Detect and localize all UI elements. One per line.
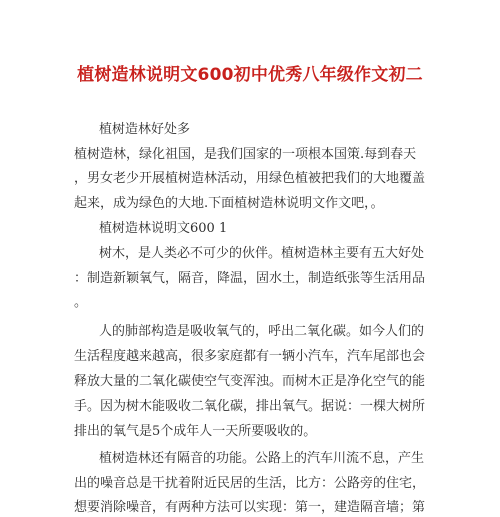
text-line: 手。因为树木能吸收二氧化碳，排出氧气。据说：一棵大树所 <box>74 399 426 414</box>
text-line: 。 <box>74 295 88 310</box>
text-line: 生活程度越来越高，很多家庭都有一辆小汽车，汽车尾部也会 <box>74 349 426 364</box>
text-line: 人的肺部构造是吸收氧气的，呼出二氧化碳。如今人们的 <box>99 324 425 339</box>
text-line: ，男女老少开展植树造林活动，用绿色植被把我们的大地覆盖 <box>74 171 426 186</box>
paragraph-heading: 植树造林好处多 <box>99 122 191 137</box>
text-line: 想要消除噪音，有两种方法可以实现：第一，建造隔音墙；第 <box>74 500 426 515</box>
section-heading: 植树造林说明文600 1 <box>99 221 228 236</box>
text-line: 树木，是人类必不可少的伙伴。植树造林主要有五大好处 <box>99 246 425 261</box>
text-line: 植树造林，绿化祖国，是我们国家的一项根本国策.每到春天 <box>74 147 417 162</box>
document-title: 植树造林说明文600初中优秀八年级作文初二 <box>77 65 423 85</box>
text-line: 释放大量的二氧化碳使空气变浑浊。而树木正是净化空气的能 <box>74 374 426 389</box>
text-line: 排出的氧气是5个成年人一天所要吸收的。 <box>74 424 317 439</box>
text-line: 植树造林还有隔音的功能。公路上的汽车川流不息，产生 <box>99 451 425 466</box>
text-line: 出的噪音总是干扰着附近民居的生活，比方：公路旁的住宅， <box>74 476 426 491</box>
text-line: ：制造新颖氧气，隔音，降温，固水土，制造纸张等生活用品 <box>74 271 426 286</box>
text-line: 起来，成为绿色的大地.下面植树造林说明文作文吧，。 <box>74 196 384 211</box>
